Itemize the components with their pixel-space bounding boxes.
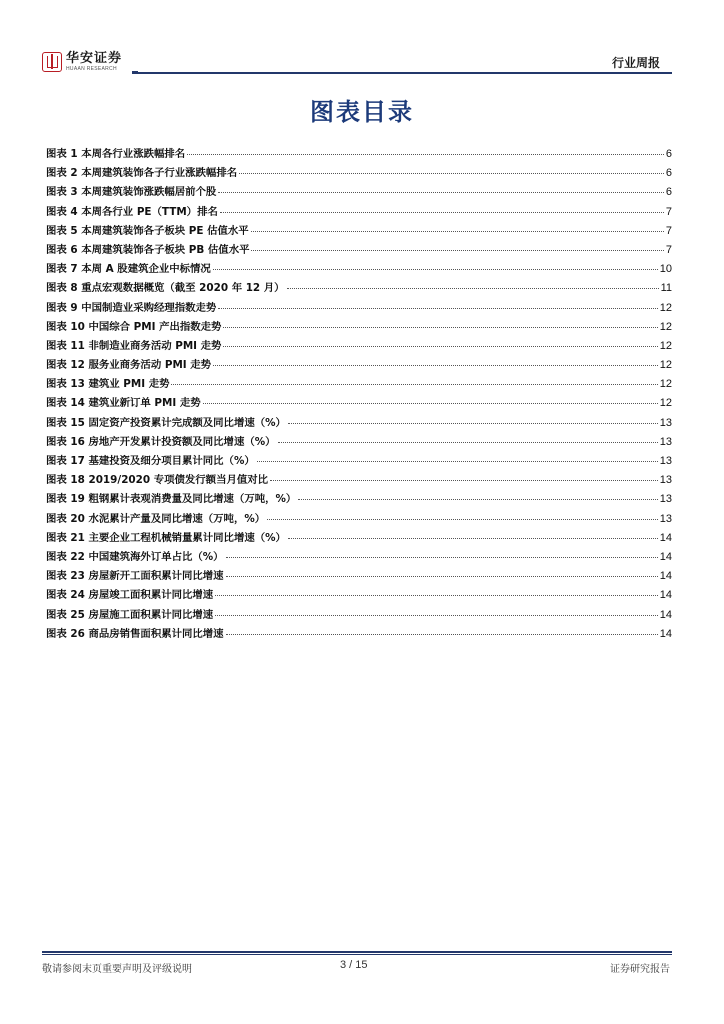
- toc-entry[interactable]: [46, 586, 672, 605]
- toc-dot-leader: [251, 230, 664, 232]
- toc-dot-leader: [218, 307, 657, 309]
- page-title: 图表目录: [310, 98, 414, 126]
- toc-entry-label[interactable]: 图表 16 房地产开发累计投资额及同比增速（%）: [46, 435, 276, 448]
- toc-entry-label[interactable]: 图表 19 粗钢累计表观消费量及同比增速（万吨，%）: [46, 493, 297, 506]
- toc-entry-label[interactable]: 图表 18 2019/2020 专项债发行额当月值对比: [46, 474, 269, 487]
- toc-entry[interactable]: [46, 490, 672, 509]
- toc-entry[interactable]: [46, 164, 672, 183]
- toc-entry-page[interactable]: 12: [659, 378, 672, 391]
- toc-entry[interactable]: [46, 548, 672, 567]
- toc-entry-label[interactable]: 图表 4 本周各行业 PE（TTM）排名: [46, 205, 218, 218]
- toc-dot-leader: [257, 460, 658, 462]
- toc-entry[interactable]: [46, 337, 672, 356]
- toc-entry[interactable]: [46, 606, 672, 625]
- toc-dot-leader: [298, 498, 657, 500]
- toc-dot-leader: [223, 326, 657, 328]
- toc-entry[interactable]: [46, 279, 672, 298]
- toc-entry[interactable]: [46, 414, 672, 433]
- toc-dot-leader: [288, 537, 658, 539]
- toc-entry-label[interactable]: 图表 7 本周 A 股建筑企业中标情况: [46, 263, 211, 276]
- toc-entry-page[interactable]: 12: [659, 320, 672, 333]
- toc-entry-label[interactable]: 图表 10 中国综合 PMI 产出指数走势: [46, 320, 222, 333]
- toc-entry-page[interactable]: 7: [665, 243, 672, 256]
- toc-entry-page[interactable]: 13: [659, 416, 672, 429]
- toc-entry-label[interactable]: 图表 12 服务业商务活动 PMI 走势: [46, 359, 212, 372]
- toc-dot-leader: [203, 402, 658, 404]
- toc-entry-page[interactable]: 7: [665, 205, 672, 218]
- toc-entry-page[interactable]: 12: [659, 359, 672, 372]
- toc-dot-leader: [218, 191, 664, 193]
- toc-entry[interactable]: [46, 529, 672, 548]
- toc-entry[interactable]: [46, 356, 672, 375]
- toc-entry-page[interactable]: 12: [659, 339, 672, 352]
- toc-entry-label[interactable]: 图表 13 建筑业 PMI 走势: [46, 378, 170, 391]
- toc-dot-leader: [270, 479, 658, 481]
- toc-entry-page[interactable]: 11: [660, 282, 672, 295]
- toc-entry-page[interactable]: 10: [659, 263, 672, 276]
- toc-entry-page[interactable]: 7: [665, 224, 672, 237]
- toc-dot-leader: [226, 633, 658, 635]
- toc-dot-leader: [287, 287, 659, 289]
- toc-entry[interactable]: [46, 183, 672, 202]
- toc-entry[interactable]: [46, 241, 672, 260]
- toc-entry[interactable]: [46, 510, 672, 529]
- toc-entry-label[interactable]: 图表 11 非制造业商务活动 PMI 走势: [46, 339, 222, 352]
- toc-dot-leader: [215, 594, 658, 596]
- header-divider: [138, 72, 672, 74]
- footer-divider: [42, 951, 672, 953]
- toc-entry[interactable]: [46, 260, 672, 279]
- toc-entry[interactable]: [46, 318, 672, 337]
- toc-entry[interactable]: [46, 145, 672, 164]
- toc-dot-leader: [267, 518, 658, 520]
- page-header: [42, 52, 672, 74]
- table-of-figures: [46, 145, 672, 644]
- footer-disclaimer: 敬请参阅末页重要声明及评级说明: [42, 964, 192, 975]
- toc-dot-leader: [251, 249, 663, 251]
- toc-entry-page[interactable]: 14: [659, 608, 672, 621]
- toc-entry-page[interactable]: 13: [659, 474, 672, 487]
- toc-entry-label[interactable]: 图表 8 重点宏观数据概览（截至 2020 年 12 月）: [46, 282, 285, 295]
- logo-chinese-name: 华安证券: [66, 51, 123, 66]
- toc-entry-label[interactable]: 图表 24 房屋竣工面积累计同比增速: [46, 589, 214, 602]
- toc-entry-page[interactable]: 14: [659, 570, 672, 583]
- toc-entry-page[interactable]: 6: [665, 148, 672, 160]
- toc-entry[interactable]: [46, 433, 672, 452]
- toc-entry[interactable]: [46, 299, 672, 318]
- toc-entry-page[interactable]: 13: [659, 493, 672, 506]
- toc-dot-leader: [226, 575, 658, 577]
- logo-text: [66, 52, 122, 73]
- toc-entry-page[interactable]: 6: [665, 186, 672, 199]
- toc-entry[interactable]: [46, 625, 672, 644]
- toc-entry-label[interactable]: 图表 21 主要企业工程机械销量累计同比增速（%）: [46, 531, 286, 544]
- toc-entry-label[interactable]: 图表 17 基建投资及细分项目累计同比（%）: [46, 455, 255, 467]
- toc-entry-label[interactable]: 图表 25 房屋施工面积累计同比增速: [46, 608, 214, 621]
- toc-entry-label[interactable]: 图表 3 本周建筑装饰涨跌幅居前个股: [46, 186, 217, 199]
- toc-entry-page[interactable]: 13: [659, 512, 672, 525]
- toc-dot-leader: [187, 153, 664, 155]
- toc-entry[interactable]: [46, 567, 672, 586]
- toc-dot-leader: [220, 211, 664, 213]
- toc-entry-label[interactable]: 图表 1 本周各行业涨跌幅排名: [46, 148, 186, 160]
- toc-dot-leader: [226, 556, 658, 558]
- toc-entry-label[interactable]: 图表 6 本周建筑装饰各子板块 PB 估值水平: [46, 243, 250, 256]
- toc-entry-label[interactable]: 图表 22 中国建筑海外订单占比（%）: [46, 550, 224, 563]
- toc-entry-label[interactable]: 图表 15 固定资产投资累计完成额及同比增速（%）: [46, 416, 286, 429]
- toc-entry[interactable]: [46, 394, 672, 413]
- toc-entry-page[interactable]: 12: [659, 397, 672, 410]
- toc-entry-label[interactable]: 图表 2 本周建筑装饰各子行业涨跌幅排名: [46, 167, 238, 180]
- toc-entry[interactable]: [46, 222, 672, 241]
- toc-entry-label[interactable]: 图表 14 建筑业新订单 PMI 走势: [46, 397, 201, 410]
- toc-entry-page[interactable]: 13: [659, 455, 672, 467]
- toc-entry[interactable]: [46, 471, 672, 490]
- toc-entry-label[interactable]: 图表 23 房屋新开工面积累计同比增速: [46, 570, 224, 583]
- toc-dot-leader: [213, 268, 658, 270]
- page-number: 3 / 15: [340, 959, 368, 971]
- toc-entry-label[interactable]: 图表 20 水泥累计产量及同比增速（万吨，%）: [46, 512, 266, 525]
- logo-emblem-icon: [42, 52, 62, 72]
- toc-entry-label[interactable]: 图表 5 本周建筑装饰各子板块 PE 估值水平: [46, 224, 249, 237]
- toc-dot-leader: [223, 345, 657, 347]
- toc-dot-leader: [213, 364, 658, 366]
- toc-dot-leader: [171, 383, 657, 385]
- toc-dot-leader: [239, 172, 664, 174]
- toc-dot-leader: [215, 614, 658, 616]
- toc-entry-page[interactable]: 14: [659, 589, 672, 602]
- toc-entry-page[interactable]: 14: [659, 627, 672, 640]
- logo-english-name: HUAAN RESEARCH: [66, 66, 117, 72]
- toc-entry-page[interactable]: 14: [659, 531, 672, 544]
- toc-entry[interactable]: [46, 452, 672, 471]
- footer-doc-type: 证券研究报告: [610, 964, 670, 975]
- toc-entry-label[interactable]: 图表 9 中国制造业采购经理指数走势: [46, 301, 217, 314]
- toc-dot-leader: [278, 441, 658, 443]
- toc-entry[interactable]: [46, 203, 672, 222]
- toc-entry-page[interactable]: 14: [659, 550, 672, 563]
- toc-entry-page[interactable]: 13: [659, 435, 672, 448]
- toc-entry-label[interactable]: 图表 26 商品房销售面积累计同比增速: [46, 627, 224, 640]
- toc-dot-leader: [288, 422, 658, 424]
- report-type-tag: 行业周报: [611, 56, 660, 70]
- toc-entry-page[interactable]: 12: [659, 301, 672, 314]
- company-logo: [42, 52, 122, 73]
- toc-entry-page[interactable]: 6: [665, 167, 672, 180]
- toc-entry[interactable]: [46, 375, 672, 394]
